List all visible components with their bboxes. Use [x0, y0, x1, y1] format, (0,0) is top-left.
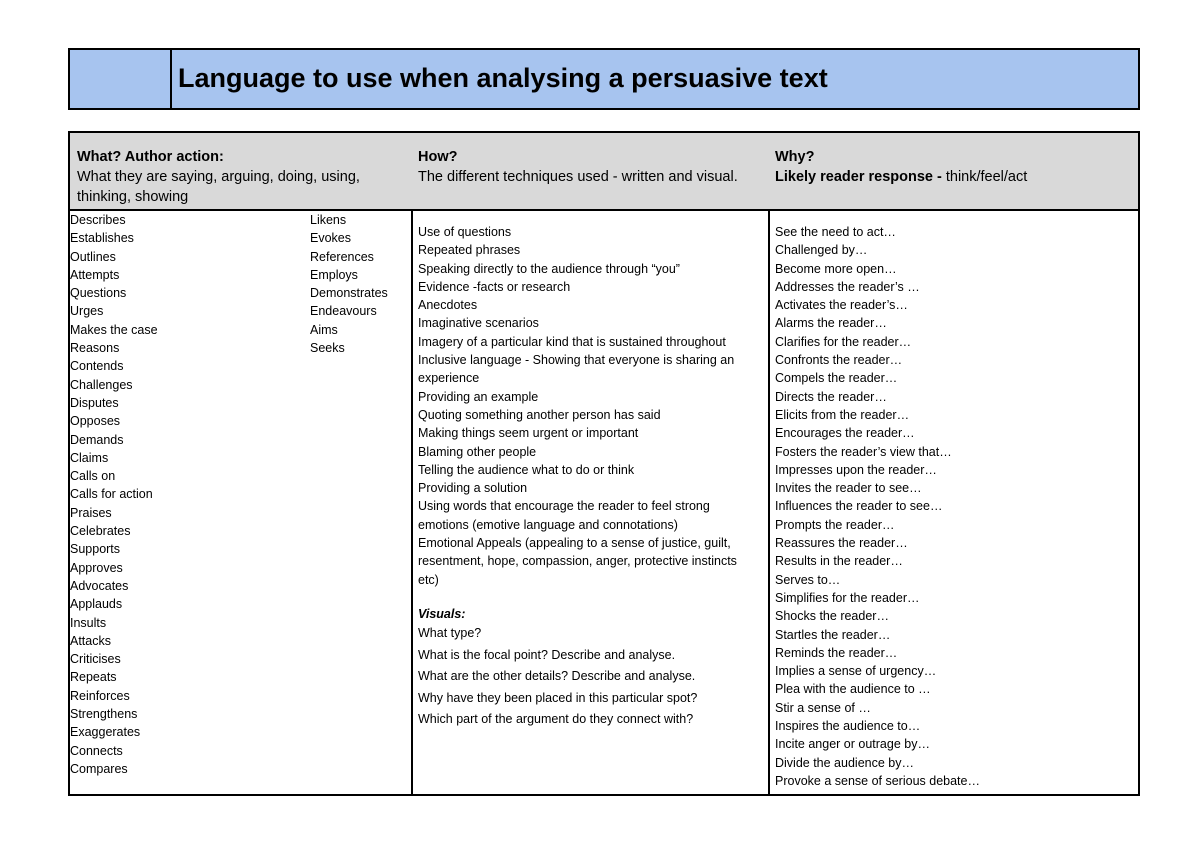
how-column — [411, 133, 770, 794]
verb-item: Exaggerates — [70, 725, 141, 740]
verb-item: Calls for action — [70, 487, 153, 502]
visual-questions-list — [418, 623, 761, 731]
why-column-header — [768, 133, 1138, 211]
technique-item: Quoting something another person has said — [418, 407, 661, 422]
response-item: Implies a sense of urgency… — [775, 664, 937, 679]
response-item: Inspires the audience to… — [775, 719, 921, 734]
visual-question-item: Why have they been placed in this particular spot? — [418, 690, 698, 705]
technique-item: Evidence -facts or research — [418, 279, 571, 294]
verb-item: Describes — [70, 213, 126, 227]
verb-item: Attacks — [70, 633, 111, 648]
what-heading: What? Author action: — [77, 149, 224, 165]
response-item: Incite anger or outrage by… — [775, 737, 930, 752]
technique-item: Providing a solution — [418, 481, 528, 496]
why-subheading-bold: Likely reader response - — [775, 169, 946, 185]
verb-item: Reinforces — [70, 688, 130, 703]
technique-item: Providing an example — [418, 389, 539, 404]
verb-item: Strengthens — [70, 707, 138, 722]
verb-item: Compares — [70, 761, 128, 776]
visuals-label: Visuals: — [418, 606, 466, 621]
verb-item: Advocates — [70, 578, 129, 593]
response-item: Elicits from the reader… — [775, 407, 910, 422]
verb-item: Demands — [70, 432, 124, 447]
response-item: Results in the reader… — [775, 554, 903, 569]
title-banner — [68, 48, 1140, 110]
verbs-list-left — [70, 211, 158, 778]
response-item: Fosters the reader’s view that… — [775, 444, 952, 459]
verb-item: Employs — [310, 267, 358, 282]
technique-item: Imaginative scenarios — [418, 316, 539, 331]
what-subheading: What they are saying, arguing, doing, using, thinking, showing — [77, 169, 360, 205]
technique-item: Blaming other people — [418, 444, 537, 459]
response-item: Provoke a sense of serious debate… — [775, 773, 980, 788]
verb-item: Endeavours — [310, 304, 377, 319]
technique-item: Using words that encourage the reader to feel strong emotions (emotive language and connotations) — [418, 499, 710, 532]
responses-list — [775, 223, 1131, 790]
response-item: Simplifies for the reader… — [775, 590, 920, 605]
response-item: Challenged by… — [775, 243, 868, 258]
verb-item: Makes the case — [70, 322, 158, 337]
technique-item: Imagery of a particular kind that is sustained throughout — [418, 334, 726, 349]
verb-item: Disputes — [70, 395, 119, 410]
verb-item: Likens — [310, 213, 347, 227]
why-subheading: think/feel/act — [945, 169, 1028, 185]
verb-item: Reasons — [70, 341, 120, 356]
visual-question-item: What are the other details? Describe and analyse. — [418, 669, 696, 684]
verb-item: Opposes — [70, 414, 121, 429]
what-column-header — [70, 133, 411, 211]
response-item: Clarifies for the reader… — [775, 334, 912, 349]
response-item: Divide the audience by… — [775, 755, 914, 770]
verb-item: Aims — [310, 322, 338, 337]
verbs-list-right — [310, 211, 388, 357]
response-item: Addresses the reader’s … — [775, 279, 920, 294]
response-item: Impresses upon the reader… — [775, 462, 937, 477]
response-item: Serves to… — [775, 572, 841, 587]
verb-item: Questions — [70, 286, 127, 301]
response-item: Influences the reader to see… — [775, 499, 943, 514]
response-item: Become more open… — [775, 261, 897, 276]
technique-item: Making things seem urgent or important — [418, 426, 639, 441]
techniques-list — [418, 223, 761, 589]
how-techniques — [411, 211, 768, 731]
verb-item: Connects — [70, 743, 123, 758]
verb-item: Supports — [70, 542, 121, 557]
verb-item: Outlines — [70, 249, 116, 264]
verb-item: References — [310, 249, 374, 264]
verb-item: Calls on — [70, 469, 116, 484]
page-title: Language to use when analysing a persuasive text — [178, 63, 828, 93]
response-item: Startles the reader… — [775, 627, 891, 642]
verb-item: Applauds — [70, 597, 123, 612]
verb-item: Establishes — [70, 231, 134, 246]
response-item: Plea with the audience to … — [775, 682, 931, 697]
technique-item: Telling the audience what to do or think — [418, 462, 635, 477]
verb-item: Seeks — [310, 341, 345, 356]
verb-item: Contends — [70, 359, 124, 374]
technique-item: Inclusive language - Showing that everyone is sharing an experience — [418, 353, 735, 386]
verb-item: Evokes — [310, 231, 351, 246]
visual-question-item: Which part of the argument do they connect with? — [418, 712, 694, 727]
technique-item: Repeated phrases — [418, 243, 521, 258]
technique-item: Emotional Appeals (appealing to a sense of justice, guilt, resentment, hope, compassion, anger, protective instincts etc) — [418, 536, 737, 587]
verb-item: Insults — [70, 615, 107, 630]
verb-item: Praises — [70, 505, 112, 520]
response-item: Stir a sense of … — [775, 700, 871, 715]
verb-item: Celebrates — [70, 524, 131, 539]
response-item: Reassures the reader… — [775, 536, 908, 551]
why-heading: Why? — [775, 149, 815, 165]
why-responses — [768, 211, 1138, 790]
response-item: Shocks the reader… — [775, 609, 889, 624]
verb-item: Challenges — [70, 377, 133, 392]
verb-item: Approves — [70, 560, 123, 575]
what-column — [70, 133, 413, 794]
why-column — [768, 133, 1138, 794]
technique-item: Speaking directly to the audience through “you” — [418, 261, 680, 276]
response-item: Prompts the reader… — [775, 517, 895, 532]
verb-item: Demonstrates — [310, 286, 388, 301]
verb-item: Criticises — [70, 652, 121, 667]
response-item: See the need to act… — [775, 225, 896, 239]
response-item: Invites the reader to see… — [775, 481, 922, 496]
technique-item: Use of questions — [418, 225, 512, 239]
how-column-header — [411, 133, 768, 211]
response-item: Encourages the reader… — [775, 426, 915, 441]
how-heading: How? — [418, 149, 458, 165]
how-subheading: The different techniques used - written and visual. — [418, 169, 738, 185]
verb-item: Repeats — [70, 670, 117, 685]
analysis-table — [68, 131, 1140, 796]
what-verbs — [70, 211, 411, 776]
response-item: Reminds the reader… — [775, 645, 898, 660]
visual-question-item: What is the focal point? Describe and analyse. — [418, 647, 676, 662]
response-item: Directs the reader… — [775, 389, 887, 404]
title-banner-spacer — [70, 50, 172, 108]
response-item: Activates the reader’s… — [775, 298, 908, 313]
response-item: Compels the reader… — [775, 371, 898, 386]
technique-item: Anecdotes — [418, 298, 478, 313]
response-item: Confronts the reader… — [775, 353, 903, 368]
verb-item: Urges — [70, 304, 104, 319]
response-item: Alarms the reader… — [775, 316, 887, 331]
verb-item: Claims — [70, 450, 109, 465]
verb-item: Attempts — [70, 267, 120, 282]
visual-question-item: What type? — [418, 626, 482, 641]
